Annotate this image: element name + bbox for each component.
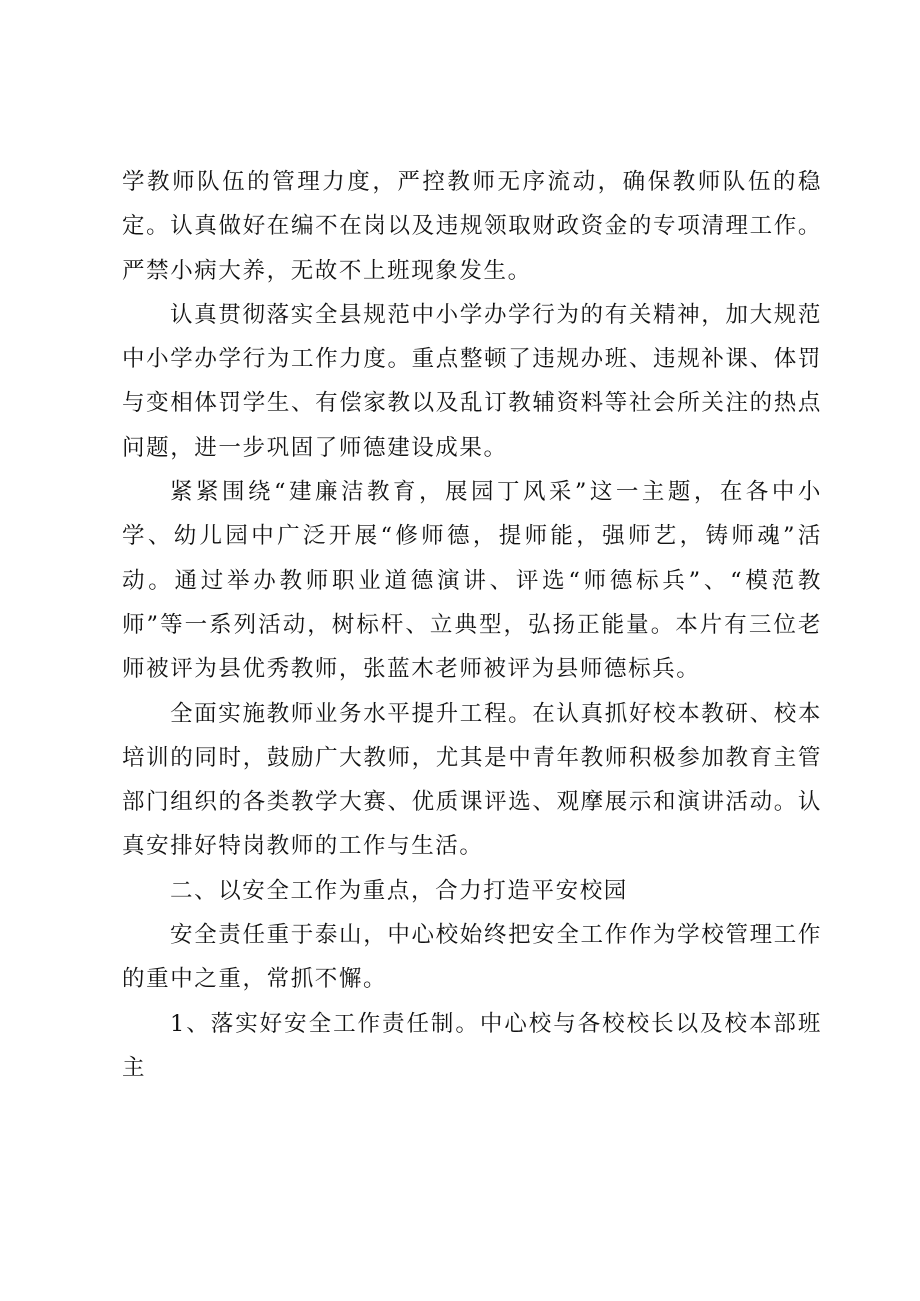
section-heading-safety: 二、以安全工作为重点，合力打造平安校园 <box>170 877 628 904</box>
paragraph-continuation: 学教师队伍的管理力度，严控教师无序流动，确保教师队伍的稳定。认真做好在编不在岗以及违规领取财政资金的专项清理工作。严禁小病大养，无故不上班现象发生。 <box>122 169 822 284</box>
paragraph-safety-responsibility: 1、落实好安全工作责任制。中心校与各校校长以及校本部班主 <box>122 1010 822 1081</box>
paragraph-safety-priority: 安全责任重于泰山，中心校始终把安全工作作为学校管理工作的重中之重，常抓不懈。 <box>122 922 822 993</box>
paragraph-teacher-skills: 全面实施教师业务水平提升工程。在认真抓好校本教研、校本培训的同时，鼓励广大教师，尤其是中青年教师积极参加教育主管部门组织的各类教学大赛、优质课评选、观摩展示和演讲活动。认真安排好特岗教师的工作与生活。 <box>122 700 822 860</box>
document-body <box>122 160 822 1090</box>
paragraph-standardize-schooling: 认真贯彻落实全县规范中小学办学行为的有关精神，加大规范中小学办学行为工作力度。重点整顿了违规办班、违规补课、体罚与变相体罚学生、有偿家教以及乱订教辅资料等社会所关注的热点问题，进一步巩固了师德建设成果。 <box>122 301 822 461</box>
paragraph-ethics-activities: 紧紧围绕“建廉洁教育，展园丁风采”这一主题，在各中小学、幼儿园中广泛开展“修师德，提师能，强师艺，铸师魂”活动。通过举办教师职业道德演讲、评选“师德标兵”、“模范教师”等一系列活动，树标杆、立典型，弘扬正能量。本片有三位老师被评为县优秀教师，张蓝木老师被评为县师德标兵。 <box>122 479 822 683</box>
